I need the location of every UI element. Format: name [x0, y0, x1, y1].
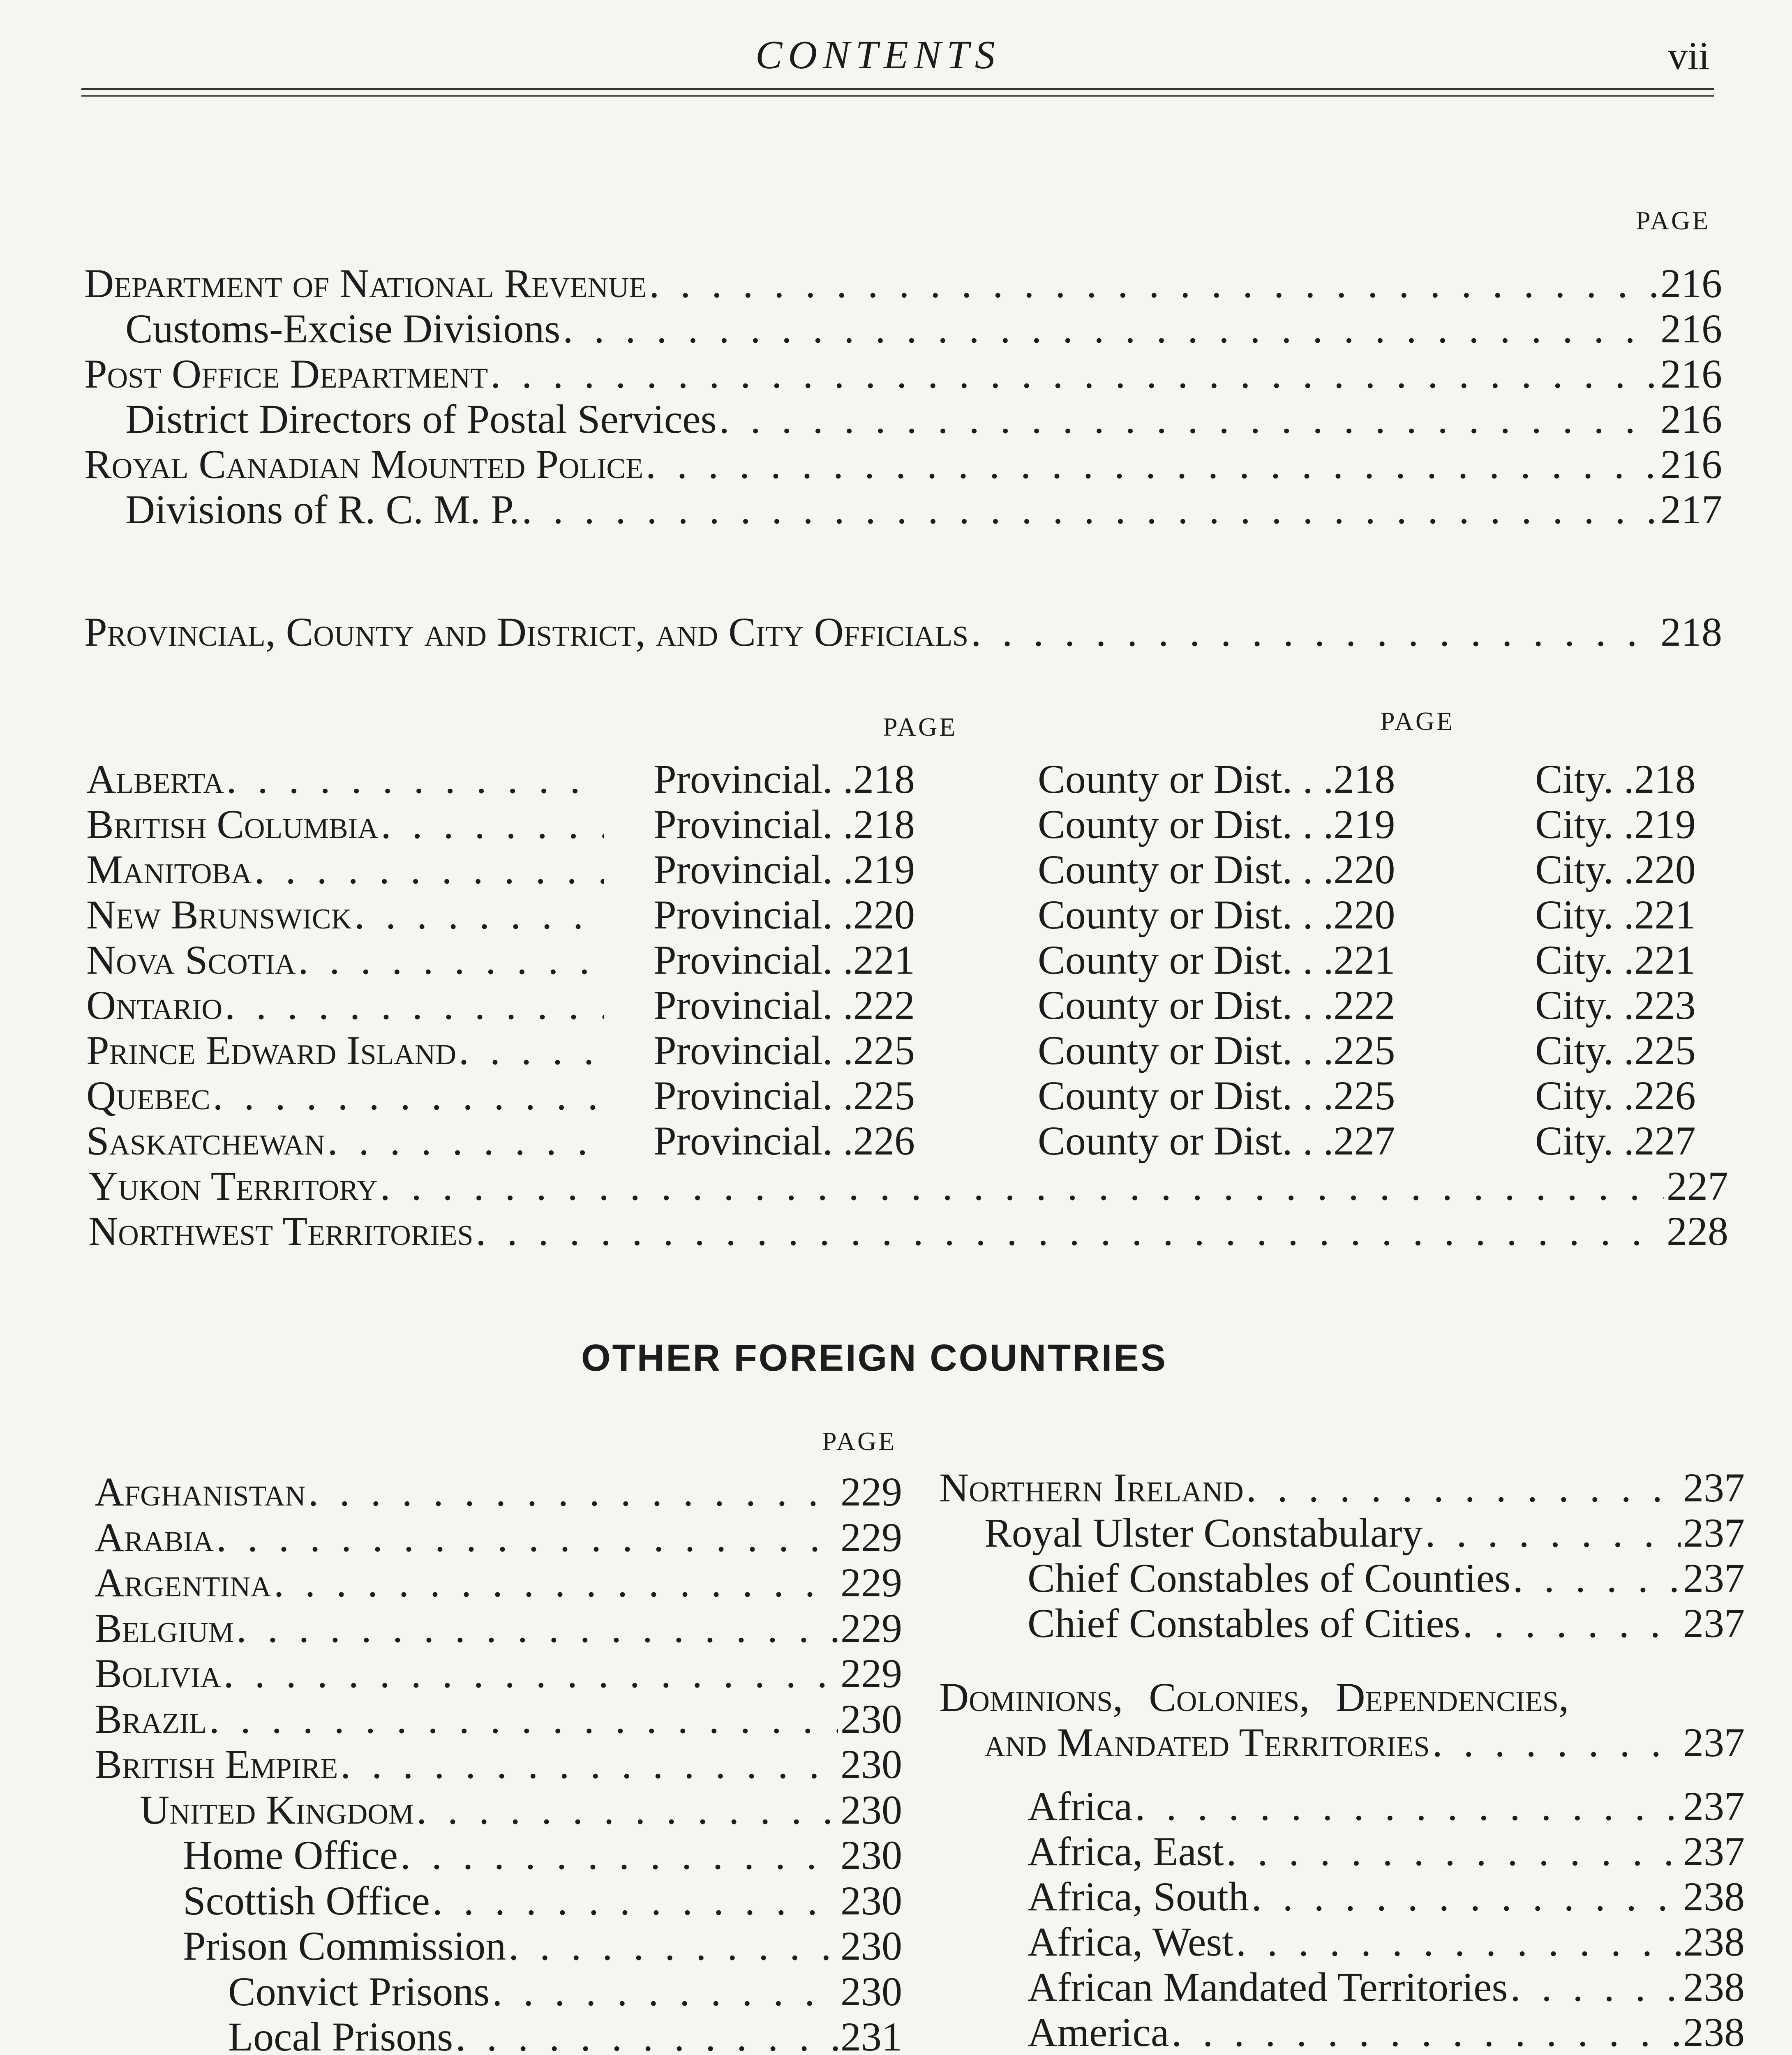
toc-entry[interactable] [183, 1880, 902, 1921]
leader-dots [328, 1120, 604, 1161]
toc-entry-label: Provincial, County and District, and City Officials [84, 609, 969, 655]
toc-entry-label: Dominions, Colonies, Dependencies, [939, 1674, 1569, 1720]
provincial-page-cell[interactable]: Provincial. .218 [654, 801, 915, 847]
province-name: Nova Scotia [86, 937, 296, 983]
leader-dots [340, 1744, 838, 1785]
toc-entry-page: 229 [841, 1515, 902, 1560]
toc-entry-label: Yukon Territory [88, 1163, 378, 1209]
toc-entry-page: 227 [1667, 1163, 1728, 1209]
toc-entry[interactable] [228, 2016, 902, 2055]
toc-entry-page: 216 [1660, 306, 1722, 351]
toc-entry[interactable] [125, 308, 1722, 349]
province-name-row[interactable] [86, 801, 606, 847]
city-page-cell[interactable]: City. .218 [1535, 756, 1696, 802]
toc-entry[interactable] [1028, 1600, 1745, 1646]
toc-entry-label: District Directors of Postal Services [125, 396, 717, 442]
toc-entry-label: Brazil [95, 1696, 207, 1742]
toc-entry-page: 237 [1683, 1600, 1745, 1646]
county-page-cell[interactable]: County or Dist. . .218 [1038, 756, 1395, 802]
section-title: OTHER FOREIGN COUNTRIES [581, 1337, 1168, 1379]
province-name: Ontario [86, 982, 223, 1028]
toc-entry-label: British Empire [95, 1741, 338, 1787]
toc-entry[interactable] [228, 1971, 902, 2012]
running-head-title: CONTENTS [755, 33, 1001, 77]
toc-entry-page: 229 [841, 1605, 902, 1651]
toc-entry-page: 229 [841, 1469, 902, 1515]
province-name-row[interactable] [86, 1118, 606, 1164]
toc-entry[interactable] [84, 353, 1722, 395]
toc-entry-label: Argentina [95, 1560, 271, 1605]
leader-dots [216, 1517, 838, 1558]
toc-entry[interactable] [1028, 1964, 1745, 2010]
toc-entry[interactable] [1028, 1921, 1745, 1963]
toc-entry-label: Arabia [95, 1515, 214, 1560]
toc-entry[interactable] [984, 1512, 1745, 1554]
province-name-row[interactable] [86, 894, 606, 935]
provincial-page-cell[interactable]: Provincial. .221 [654, 937, 915, 983]
toc-entry-page: 216 [1660, 441, 1722, 487]
leader-dots [225, 985, 604, 1026]
toc-entry-territory[interactable] [88, 1208, 1728, 1254]
toc-entry[interactable] [183, 1923, 902, 1969]
toc-entry-page: 230 [841, 1832, 902, 1878]
toc-entry-page: 237 [1683, 1783, 1745, 1829]
provincial-page-cell[interactable]: Provincial. .218 [654, 756, 915, 802]
leader-dots [236, 1608, 838, 1649]
toc-entry-label: United Kingdom [140, 1787, 414, 1833]
toc-entry[interactable] [1028, 2009, 1745, 2055]
toc-entry-label: Prison Commission [183, 1923, 506, 1969]
province-name: Saskatchewan [86, 1118, 325, 1164]
leader-dots [1226, 1831, 1681, 1872]
city-page-cell[interactable]: City. .220 [1535, 847, 1696, 892]
provincial-page-cell[interactable]: Provincial. .225 [654, 1028, 915, 1073]
province-name: British Columbia [86, 801, 379, 847]
toc-entry-page: 230 [841, 1696, 902, 1742]
toc-entry-page: 230 [841, 1787, 902, 1833]
toc-entry-page: 238 [1683, 1964, 1745, 2010]
page-column-label: PAGE [1636, 206, 1711, 235]
toc-entry-page: 237 [1683, 1465, 1745, 1510]
toc-entry-page: 230 [841, 1923, 902, 1969]
leader-dots [416, 1789, 838, 1831]
toc-entry-label: Afghanistan [95, 1469, 306, 1515]
county-page-cell[interactable]: County or Dist. . .219 [1038, 801, 1395, 847]
county-page-label: PAGE [1380, 707, 1455, 736]
province-name-row[interactable] [86, 756, 606, 802]
toc-entry[interactable] [95, 1653, 902, 1694]
toc-entry[interactable] [95, 1605, 902, 1651]
toc-entry-page: 238 [1683, 2009, 1745, 2055]
toc-entry-label: and Mandated Territories [984, 1720, 1430, 1765]
toc-entry-page: 218 [1660, 609, 1722, 655]
toc-entry[interactable] [84, 263, 1722, 304]
toc-entry[interactable] [84, 441, 1722, 487]
leader-dots [455, 2016, 838, 2055]
toc-entry-label: Department of National Revenue [84, 261, 647, 306]
toc-entry[interactable] [1028, 1555, 1745, 1601]
leader-dots [274, 1562, 838, 1603]
leader-dots [1510, 1967, 1681, 2008]
left-page-label: PAGE [822, 1427, 897, 1456]
leader-dots [1171, 2012, 1681, 2053]
leader-dots [298, 940, 604, 981]
toc-entry-label: Post Office Department [84, 351, 488, 397]
leader-dots [1463, 1603, 1681, 1644]
provincial-page-cell[interactable]: Provincial. .222 [654, 982, 915, 1028]
provincial-page-label: PAGE [883, 712, 958, 741]
county-page-cell[interactable]: County or Dist. . .221 [1038, 937, 1395, 983]
leader-dots [354, 894, 604, 935]
county-page-cell[interactable]: County or Dist. . .220 [1038, 892, 1395, 937]
toc-entry-page: 216 [1660, 261, 1722, 306]
toc-entry[interactable] [183, 1832, 902, 1878]
toc-entry-label: Royal Canadian Mounted Police [84, 441, 643, 487]
leader-dots [508, 1926, 838, 1967]
province-name-row[interactable] [86, 1030, 606, 1071]
city-page-cell[interactable]: City. .221 [1535, 892, 1696, 937]
toc-entry-page: 229 [841, 1560, 902, 1605]
city-page-cell[interactable]: City. .221 [1535, 937, 1696, 983]
province-name-row[interactable] [86, 937, 606, 983]
county-page-cell[interactable]: County or Dist. . .222 [1038, 982, 1395, 1028]
toc-entry[interactable] [125, 396, 1722, 442]
toc-entry-page: 238 [1683, 1919, 1745, 1965]
provincial-page-cell[interactable]: Provincial. .219 [654, 847, 915, 892]
county-page-cell[interactable]: County or Dist. . .227 [1038, 1118, 1395, 1164]
toc-entry-page: 230 [841, 1969, 902, 2014]
toc-entry-page: 237 [1683, 1720, 1745, 1765]
toc-entry[interactable] [140, 1789, 902, 1831]
toc-entry-label: Chief Constables of Counties [1028, 1555, 1510, 1601]
leader-dots [971, 612, 1658, 653]
toc-entry-label: Royal Ulster Constabulary [984, 1510, 1423, 1556]
leader-dots [459, 1030, 604, 1071]
toc-entry-label: Africa [1028, 1783, 1133, 1829]
page-number: vii [1668, 34, 1710, 78]
leader-dots [490, 353, 1658, 395]
header-rule-bottom [81, 95, 1714, 97]
toc-entry[interactable] [95, 1562, 902, 1603]
province-name: New Brunswick [86, 892, 352, 937]
toc-entry-label: Customs-Excise Divisions [125, 306, 561, 351]
province-name-row[interactable] [86, 849, 606, 890]
toc-entry-page: 238 [1683, 1874, 1745, 1919]
provincial-page-cell[interactable]: Provincial. .220 [654, 892, 915, 937]
city-page-cell[interactable]: City. .226 [1535, 1073, 1696, 1118]
leader-dots [1432, 1722, 1681, 1763]
leader-dots [381, 804, 604, 845]
leader-dots [1252, 1876, 1681, 1917]
county-page-cell[interactable]: County or Dist. . .225 [1038, 1028, 1395, 1073]
leader-dots [380, 1166, 1664, 1207]
provincial-page-cell[interactable]: Provincial. .225 [654, 1073, 915, 1118]
toc-entry[interactable] [1028, 1831, 1745, 1872]
toc-entry[interactable] [1028, 1783, 1745, 1829]
toc-entry-label: Home Office [183, 1832, 398, 1878]
toc-entry-label: Bolivia [95, 1651, 221, 1696]
toc-entry[interactable] [1028, 1876, 1745, 1917]
toc-entry-page: 228 [1667, 1208, 1728, 1254]
leader-dots [224, 1653, 838, 1694]
leader-dots [1135, 1786, 1681, 1827]
leader-dots [476, 1211, 1664, 1252]
province-name: Quebec [86, 1073, 210, 1118]
province-name: Manitoba [86, 847, 252, 892]
toc-entry-territory[interactable] [88, 1163, 1728, 1209]
leader-dots [400, 1835, 838, 1876]
toc-entry-label: Africa, East [1028, 1829, 1224, 1874]
toc-entry-page: 217 [1660, 487, 1722, 532]
toc-entry-label: Africa, West [1028, 1919, 1234, 1965]
leader-dots [522, 489, 1658, 530]
leader-dots [308, 1471, 838, 1512]
toc-entry-label: Chief Constables of Cities [1028, 1600, 1460, 1646]
toc-entry[interactable] [939, 1467, 1745, 1508]
leader-dots [646, 444, 1658, 485]
toc-entry-label: Scottish Office [183, 1878, 430, 1923]
city-page-cell[interactable]: City. .227 [1535, 1118, 1696, 1164]
toc-entry-page: 237 [1683, 1555, 1745, 1601]
toc-entry[interactable] [95, 1741, 902, 1787]
leader-dots [209, 1699, 838, 1740]
province-name-row[interactable] [86, 1075, 606, 1116]
leader-dots [254, 849, 604, 890]
toc-entry[interactable] [95, 1517, 902, 1558]
leader-dots [649, 263, 1658, 304]
leader-dots [1425, 1512, 1681, 1554]
toc-entry-label: Northwest Territories [88, 1208, 473, 1254]
city-page-cell[interactable]: City. .223 [1535, 982, 1696, 1028]
leader-dots [213, 1075, 604, 1116]
leader-dots [563, 308, 1658, 349]
toc-entry-label: African Mandated Territories [1028, 1964, 1508, 2010]
toc-entry-label: America [1028, 2009, 1169, 2055]
toc-entry-page: 230 [841, 1741, 902, 1787]
toc-entry-label: Northern Ireland [939, 1465, 1244, 1510]
leader-dots [432, 1880, 838, 1921]
leader-dots [1513, 1558, 1681, 1599]
county-page-cell[interactable]: County or Dist. . .220 [1038, 847, 1395, 892]
leader-dots [1236, 1921, 1681, 1963]
toc-entry-label: Convict Prisons [228, 1969, 490, 2014]
toc-entry[interactable] [984, 1722, 1745, 1763]
toc-entry-page: 229 [841, 1651, 902, 1696]
county-page-cell[interactable]: County or Dist. . .225 [1038, 1073, 1395, 1118]
city-page-cell[interactable]: City. .219 [1535, 801, 1696, 847]
header-rule-top [81, 88, 1714, 90]
toc-entry-page: 216 [1660, 351, 1722, 397]
toc-entry-label: Local Prisons [228, 2014, 453, 2055]
provincial-page-cell[interactable]: Provincial. .226 [654, 1118, 915, 1164]
city-page-cell[interactable]: City. .225 [1535, 1028, 1696, 1073]
province-name: Alberta [86, 756, 224, 802]
leader-dots [1246, 1467, 1681, 1508]
toc-entry[interactable] [95, 1696, 902, 1742]
toc-entry-label: Africa, South [1028, 1874, 1249, 1919]
toc-entry-provincial-officials[interactable] [84, 609, 1722, 655]
toc-entry-page: 237 [1683, 1510, 1745, 1556]
toc-entry-page: 231 [841, 2014, 902, 2055]
toc-entry[interactable] [125, 489, 1722, 530]
toc-entry-label: Belgium [95, 1605, 234, 1651]
province-name: Prince Edward Island [86, 1028, 456, 1073]
province-name-row[interactable] [86, 982, 606, 1028]
leader-dots [719, 399, 1658, 440]
toc-entry-page: 216 [1660, 396, 1722, 442]
leader-dots [492, 1971, 838, 2012]
toc-entry[interactable] [95, 1469, 902, 1515]
toc-entry-page: 237 [1683, 1829, 1745, 1874]
leader-dots [226, 759, 604, 800]
toc-entry-page: 230 [841, 1878, 902, 1923]
toc-entry-label: Divisions of R. C. M. P. [125, 487, 520, 532]
